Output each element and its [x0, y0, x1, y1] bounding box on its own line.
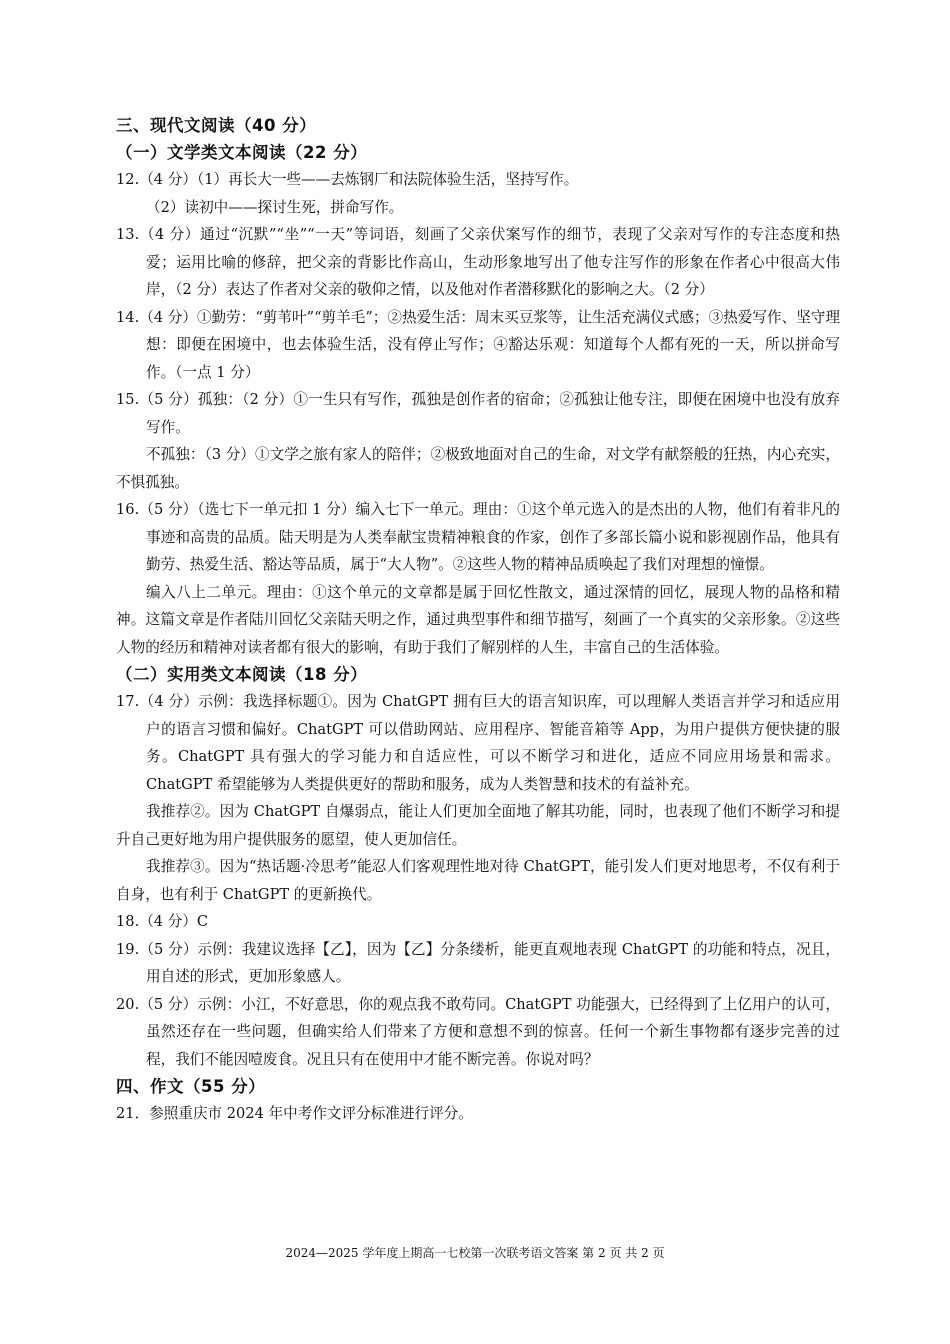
part-1-title: （一）文学类文本阅读（22 分）: [116, 143, 368, 162]
answer-16-line-2: 编入八上二单元。理由：①这个单元的文章都是属于回忆性散文，通过深情的回忆，展现人物的品格和精神。这篇文章是作者陆川回忆父亲陆天明之作，通过典型事件和细节描写，刻画了一个真实的父亲形象。②这些人物的经历和精神对读者都有很大的影响，有助于我们了解别样的人生，丰富自己的生活体验。: [116, 583, 840, 656]
answer-19: 19.（5 分）示例：我建议选择【乙】，因为【乙】分条缕析，能更直观地表现 ChatGPT 的功能和特点，况且，用自述的形式，更加形象感人。: [116, 940, 840, 985]
section-4-title: 四、作文（55 分）: [116, 1077, 266, 1096]
answer-17-line-2: 我推荐②。因为 ChatGPT 自爆弱点，能让人们更加全面地了解其功能，同时，也表现了他们不断学习和提升自己更好地为用户提供服务的愿望，使人更加信任。: [116, 803, 840, 848]
answer-15-line-2: 不孤独：（3 分）①文学之旅有家人的陪伴；②极致地面对自己的生命，对文学有献祭般的狂热，内心充实，不惧孤独。: [116, 446, 840, 491]
answer-18: 18.（4 分）C: [116, 913, 209, 930]
answer-14: 14.（4 分）①勤劳：“剪苇叶”“剪羊毛”；②热爱生活：周末买豆浆等，让生活充满仪式感；③热爱写作、坚守理想：即便在困境中，也去体验生活，没有停止写作；④豁达乐观：知道每个人都有死的一天，所以拼命写作。（一点 1 分）: [116, 308, 840, 381]
part-2-title: （二）实用类文本阅读（18 分）: [116, 665, 368, 684]
answer-12-line-2: （2）读初中——探讨生死，拼命写作。: [146, 198, 404, 216]
page-footer: 2024—2025 学年度上期高一七校第一次联考语文答案 第 2 页 共 2 页: [285, 1246, 665, 1260]
answer-content: [116, 112, 840, 1128]
answer-17-line-3: 我推荐③。因为“热话题·冷思考”能忍人们客观理性地对待 ChatGPT，能引发人们更对地思考，不仅有利于自身，也有利于 ChatGPT 的更新换代。: [116, 858, 840, 903]
answer-16-line-1: 16.（5 分）（选七下一单元扣 1 分）编入七下一单元。理由：①这个单元选入的是杰出的人物，他们有着非凡的事迹和高贵的品质。陆天明是为人类奉献宝贵精神粮食的作家，创作了多部长篇小说和影视剧作品，他具有勤劳、热爱生活、豁达等品质，属于“大人物”。②这些人物的精神品质唤起了我们对理想的憧憬。: [116, 501, 840, 573]
answer-12-line-1: 12.（4 分）（1）再长大一些——去炼钢厂和法院体验生活，坚持写作。: [116, 171, 579, 188]
section-3-title: 三、现代文阅读（40 分）: [116, 116, 317, 135]
answer-13: 13.（4 分）通过“沉默”“坐”“一天”等词语，刻画了父亲伏案写作的细节，表现了父亲对写作的专注态度和热爱；运用比喻的修辞，把父亲的背影比作高山，生动形象地写出了他专注写作的形象在作者心中很高大伟岸，（2 分）表达了作者对父亲的敬仰之情，以及他对作者潜移默化的影响之大。（2 分）: [116, 226, 840, 298]
answer-15-line-1: 15.（5 分）孤独：（2 分）①一生只有写作，孤独是创作者的宿命；②孤独让他专注，即便在困境中也没有放弃写作。: [116, 391, 840, 436]
answer-20: 20.（5 分）示例：小江，不好意思，你的观点我不敢苟同。ChatGPT 功能强大，已经得到了上亿用户的认可，虽然还存在一些问题，但确实给人们带来了方便和意想不到的惊喜。任何一个新生事物都有逐步完善的过程，我们不能因噎废食。况且只有在使用中才能不断完善。你说对吗？: [116, 995, 840, 1068]
answer-17-line-1: 17.（4 分）示例：我选择标题①。因为 ChatGPT 拥有巨大的语言知识库，可以理解人类语言并学习和适应用户的语言习惯和偏好。ChatGPT 可以借助网站、应用程序、智能音箱等 App，为用户提供方便快捷的服务。ChatGPT 具有强大的学习能力和自适应性，可以不断学习和进化，适应不同应用场景和需求。ChatGPT 希望能够为人类提供更好的帮助和服务，成为人类智慧和技术的有益补充。: [116, 693, 840, 793]
answer-21: 21．参照重庆市 2024 年中考作文评分标准进行评分。: [116, 1105, 473, 1122]
